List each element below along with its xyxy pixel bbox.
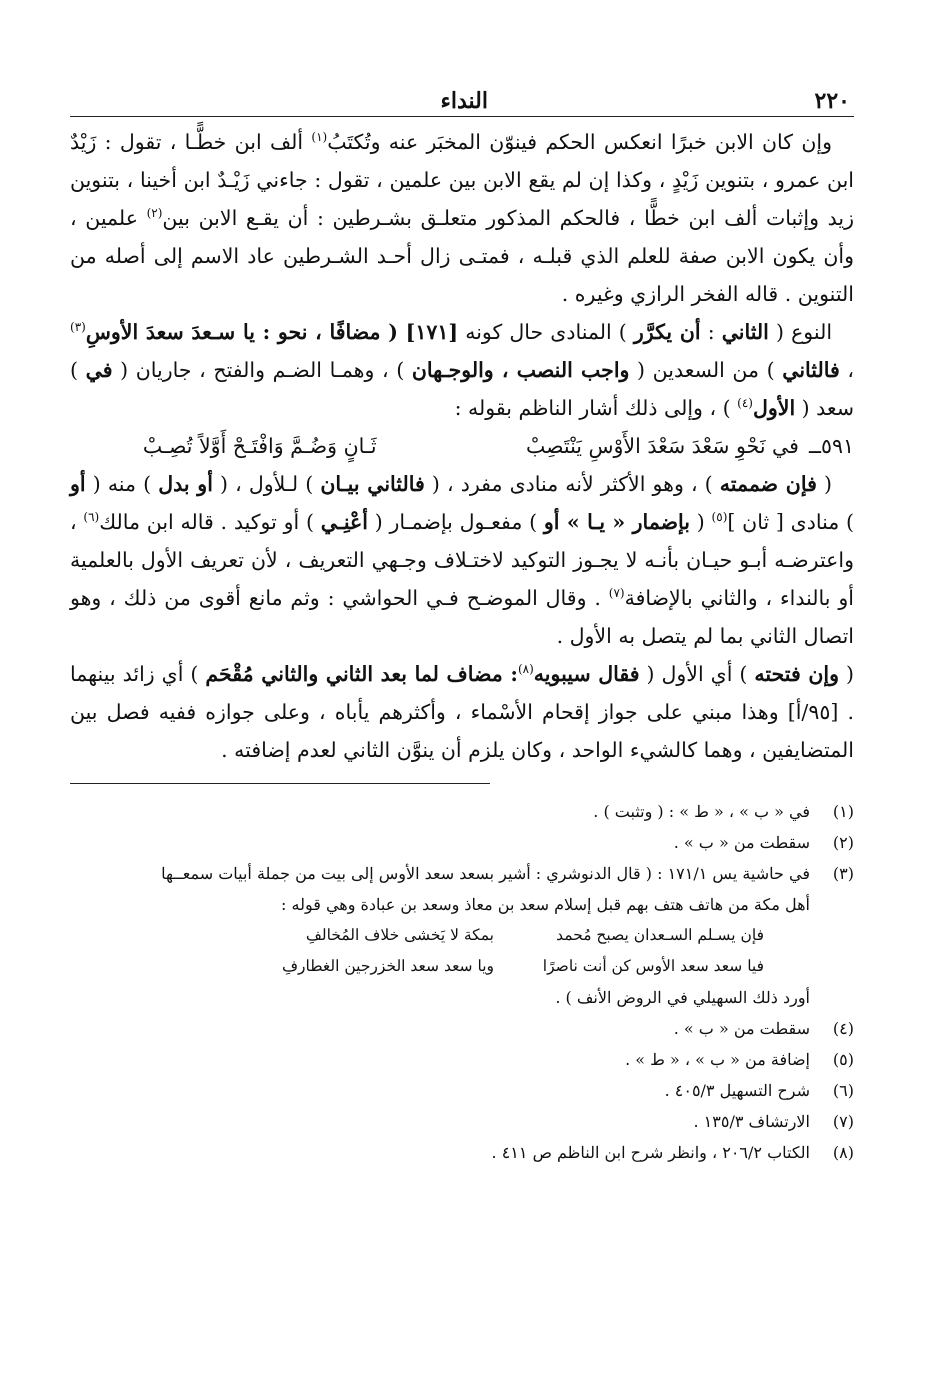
chapter-title: النداء: [440, 88, 488, 114]
bold-run: واجب النصب ، والوجـهان: [411, 358, 630, 382]
bold-run: في: [85, 358, 113, 382]
footnote-number: (٥): [832, 1050, 854, 1069]
bold-run: أن يكرَّر: [633, 320, 701, 344]
poem-hemistich: ويا سعد سعد الخزرجين الغطارفِ: [281, 957, 494, 975]
text-run: ، واعترضـه أبـو حيـان بأنـه لا يجـوز التوكيد لاختـلاف وجـهي التعريف ، لأن تعريف الأول بالعلمية أو بالنداء ، والثاني بالإضافة: [70, 510, 854, 610]
footnote-ref: (٤): [737, 396, 753, 411]
text-run: ) منادى [ ثان ]: [727, 510, 855, 534]
footnote-ref: (١): [311, 130, 328, 145]
text-run: ) لـلأول ، (: [212, 472, 321, 496]
footnote-3-continuation: أهل مكة من هاتف هتف بهم قبل إسلام سعد بن معاذ وسعد بن عبادة وهي قوله :: [281, 895, 810, 914]
bold-run: فقال سيبويه: [533, 662, 640, 686]
footnote-ref: (٨): [517, 662, 534, 677]
poem-hemistich: فإن يسـلم السـعدان يصبح مُحمد: [556, 926, 764, 944]
text-run: (: [816, 472, 833, 496]
paragraph-2: [70, 313, 854, 427]
footnote-number: (٦): [832, 1081, 854, 1100]
text-run: ) ، وإلى ذلك أشار الناظم بقوله :: [454, 396, 738, 420]
footnote-text: في « ب » ، « ط » : ( وتثبت ) .: [593, 802, 810, 821]
text-run: ) منه (: [85, 472, 159, 496]
book-page: [70, 84, 854, 1354]
bold-run: الثاني: [721, 320, 769, 344]
footnotes: [70, 796, 854, 1168]
bold-run: أو بدل: [158, 472, 213, 496]
footnote-text: في حاشية يس ١٧١/١ : ( قال الدنوشري : أشير بسعد سعد الأوس إلى بيت من جملة أبيات سمعــها: [161, 864, 810, 883]
verse-hemistich-2: ثَـانٍ وَضُـمَّ وَافْتَـحْ أَوَّلاً تُصِـبْ: [142, 434, 377, 458]
footnote-text: شرح التسهيل ٤٠٥/٣ .: [664, 1081, 810, 1100]
page-number: ٢٢٠: [814, 88, 850, 114]
footnote-ref: (٣): [70, 320, 86, 335]
footnote-ref: (٦): [83, 510, 100, 525]
footnote-3-end: أورد ذلك السهيلي في الروض الأنف ) .: [555, 988, 810, 1007]
footnote-2: [70, 827, 854, 858]
footnote-4: [70, 1013, 854, 1044]
text-run: ألف ابن خطًّـا ، تقول : زَيْدٌ ابن عمرو ، بتنوين زَيْدٍ ، وكذا إن لم يقع الابن بين علمين ، تقول : جاءني زَيْـدٌ ابن أخينا ، بتنوين زيد وإثبات ألف ابن خطًّا ، فالحكم المذكور متعلـق بشـرطين : أن يقـع الابن بين: [70, 130, 854, 230]
main-text: [70, 123, 854, 769]
paragraph-1: [70, 123, 854, 313]
footnote-3: [70, 858, 854, 889]
verse-hemistich-1: في نَحْوِ سَعْدَ سَعْدَ الأَوْسِ يَنْتَصِبْ: [525, 434, 799, 458]
text-run: ) من السعدين (: [629, 358, 783, 382]
footnote-ref: (٥): [711, 510, 728, 525]
text-run: (: [690, 510, 712, 534]
bold-run: الأول: [752, 396, 796, 420]
text-run: علمين ، وأن يكون الابن صفة للعلم الذي قبلـه ، فمتـى زال أحـد الشـرطين عاد الاسم إلى أصله من التنوين . قاله الفخر الرازي وغيره .: [70, 206, 854, 306]
text-run: ) ، وهو الأكثر لأنه منادى مفرد ، (: [424, 472, 720, 496]
bold-run: أو: [70, 472, 86, 496]
bold-run: أعْنِـي: [320, 510, 368, 534]
text-run: ) المنادى حال كونه: [458, 320, 634, 344]
paragraph-4: [70, 655, 854, 769]
footnote-number: (١): [832, 802, 854, 821]
text-run: (: [839, 662, 854, 686]
bold-run: فالثاني: [782, 358, 840, 382]
bold-run: : مضاف لما بعد الثاني والثاني مُقْحَم: [205, 662, 518, 686]
poem-line: [70, 951, 764, 982]
footnote-text: الكتاب ٢٠٦/٢ ، وانظر شرح ابن الناظم ص ٤١١ .: [491, 1143, 810, 1162]
text-run: ) أو توكيد . قاله ابن مالك: [99, 510, 321, 534]
footnote-number: (٤): [832, 1019, 854, 1038]
poem-line: [70, 920, 764, 951]
poem-hemistich: بمكة لا يَخشى خلاف المُخالفِ: [305, 926, 494, 944]
poem-verse: [70, 427, 854, 465]
text-run: ) مفعـول بإضمـار (: [367, 510, 544, 534]
footnote-8: [70, 1137, 854, 1168]
text-run: ) سعد (: [70, 358, 854, 420]
footnote-number: (٨): [832, 1143, 854, 1162]
text-run: ) أي الأول (: [639, 662, 755, 686]
text-run: . وقال الموضـح فـي الحواشي : وثم مانع أقوى من ذلك ، وهو اتصال الثاني بما لم يتصل به الأول .: [70, 586, 854, 648]
text-run: ) أي زائد بينهما . [٩٥/أ] وهذا مبني على جواز إقحام الأسْماء ، وأكثرهم يأباه ، وعلى جوازه ففيه فصل بين المتضايفين ، وهما كالشيء الواحد ، وكان يلزم أن ينوَّن الثاني لعدم إضافته .: [70, 662, 854, 762]
footnote-5: [70, 1044, 854, 1075]
footnote-number: (٢): [832, 833, 854, 852]
footnote-poem: [70, 920, 854, 982]
text-run: ) ، وهمـا الضـم والفتح ، جاريان (: [112, 358, 412, 382]
footnote-ref: (٢): [146, 206, 163, 221]
paragraph-3: [70, 465, 854, 655]
bold-run: بإضمار « يـا » أو: [543, 510, 690, 534]
footnote-6: [70, 1075, 854, 1106]
footnote-number: (٣): [832, 864, 854, 883]
text-run: ،: [839, 358, 854, 382]
footnote-7: [70, 1106, 854, 1137]
text-run: النوع (: [768, 320, 833, 344]
verse-number: ٥٩١ــ: [808, 434, 854, 458]
bold-run: [١٧١] ( مضافًا ، نحو : يا سـعدَ سعدَ الأوسِ: [85, 320, 459, 344]
footnote-text: سقطت من « ب » .: [673, 1019, 810, 1038]
bold-run: فإن ضممته: [719, 472, 817, 496]
footnote-text: إضافة من « ب » ، « ط » .: [625, 1050, 810, 1069]
bold-run: وإن فتحته: [754, 662, 840, 686]
poem-hemistich: فيا سعد سعد الأوس كن أنت ناصرًا: [542, 957, 764, 975]
text-run: :: [700, 320, 722, 344]
bold-run: فالثاني بيـان: [320, 472, 425, 496]
text-run: وإن كان الابن خبرًا انعكس الحكم فينوّن المخبَر عنه وتُكتَبُ: [327, 130, 833, 154]
footnote-text: سقطت من « ب » .: [673, 833, 810, 852]
footnote-ref: (٧): [608, 586, 625, 601]
footnote-separator: [70, 783, 490, 784]
footnote-1: [70, 796, 854, 827]
page-header: [70, 84, 854, 117]
footnote-number: (٧): [832, 1112, 854, 1131]
footnote-text: الارتشاف ١٣٥/٣ .: [693, 1112, 810, 1131]
